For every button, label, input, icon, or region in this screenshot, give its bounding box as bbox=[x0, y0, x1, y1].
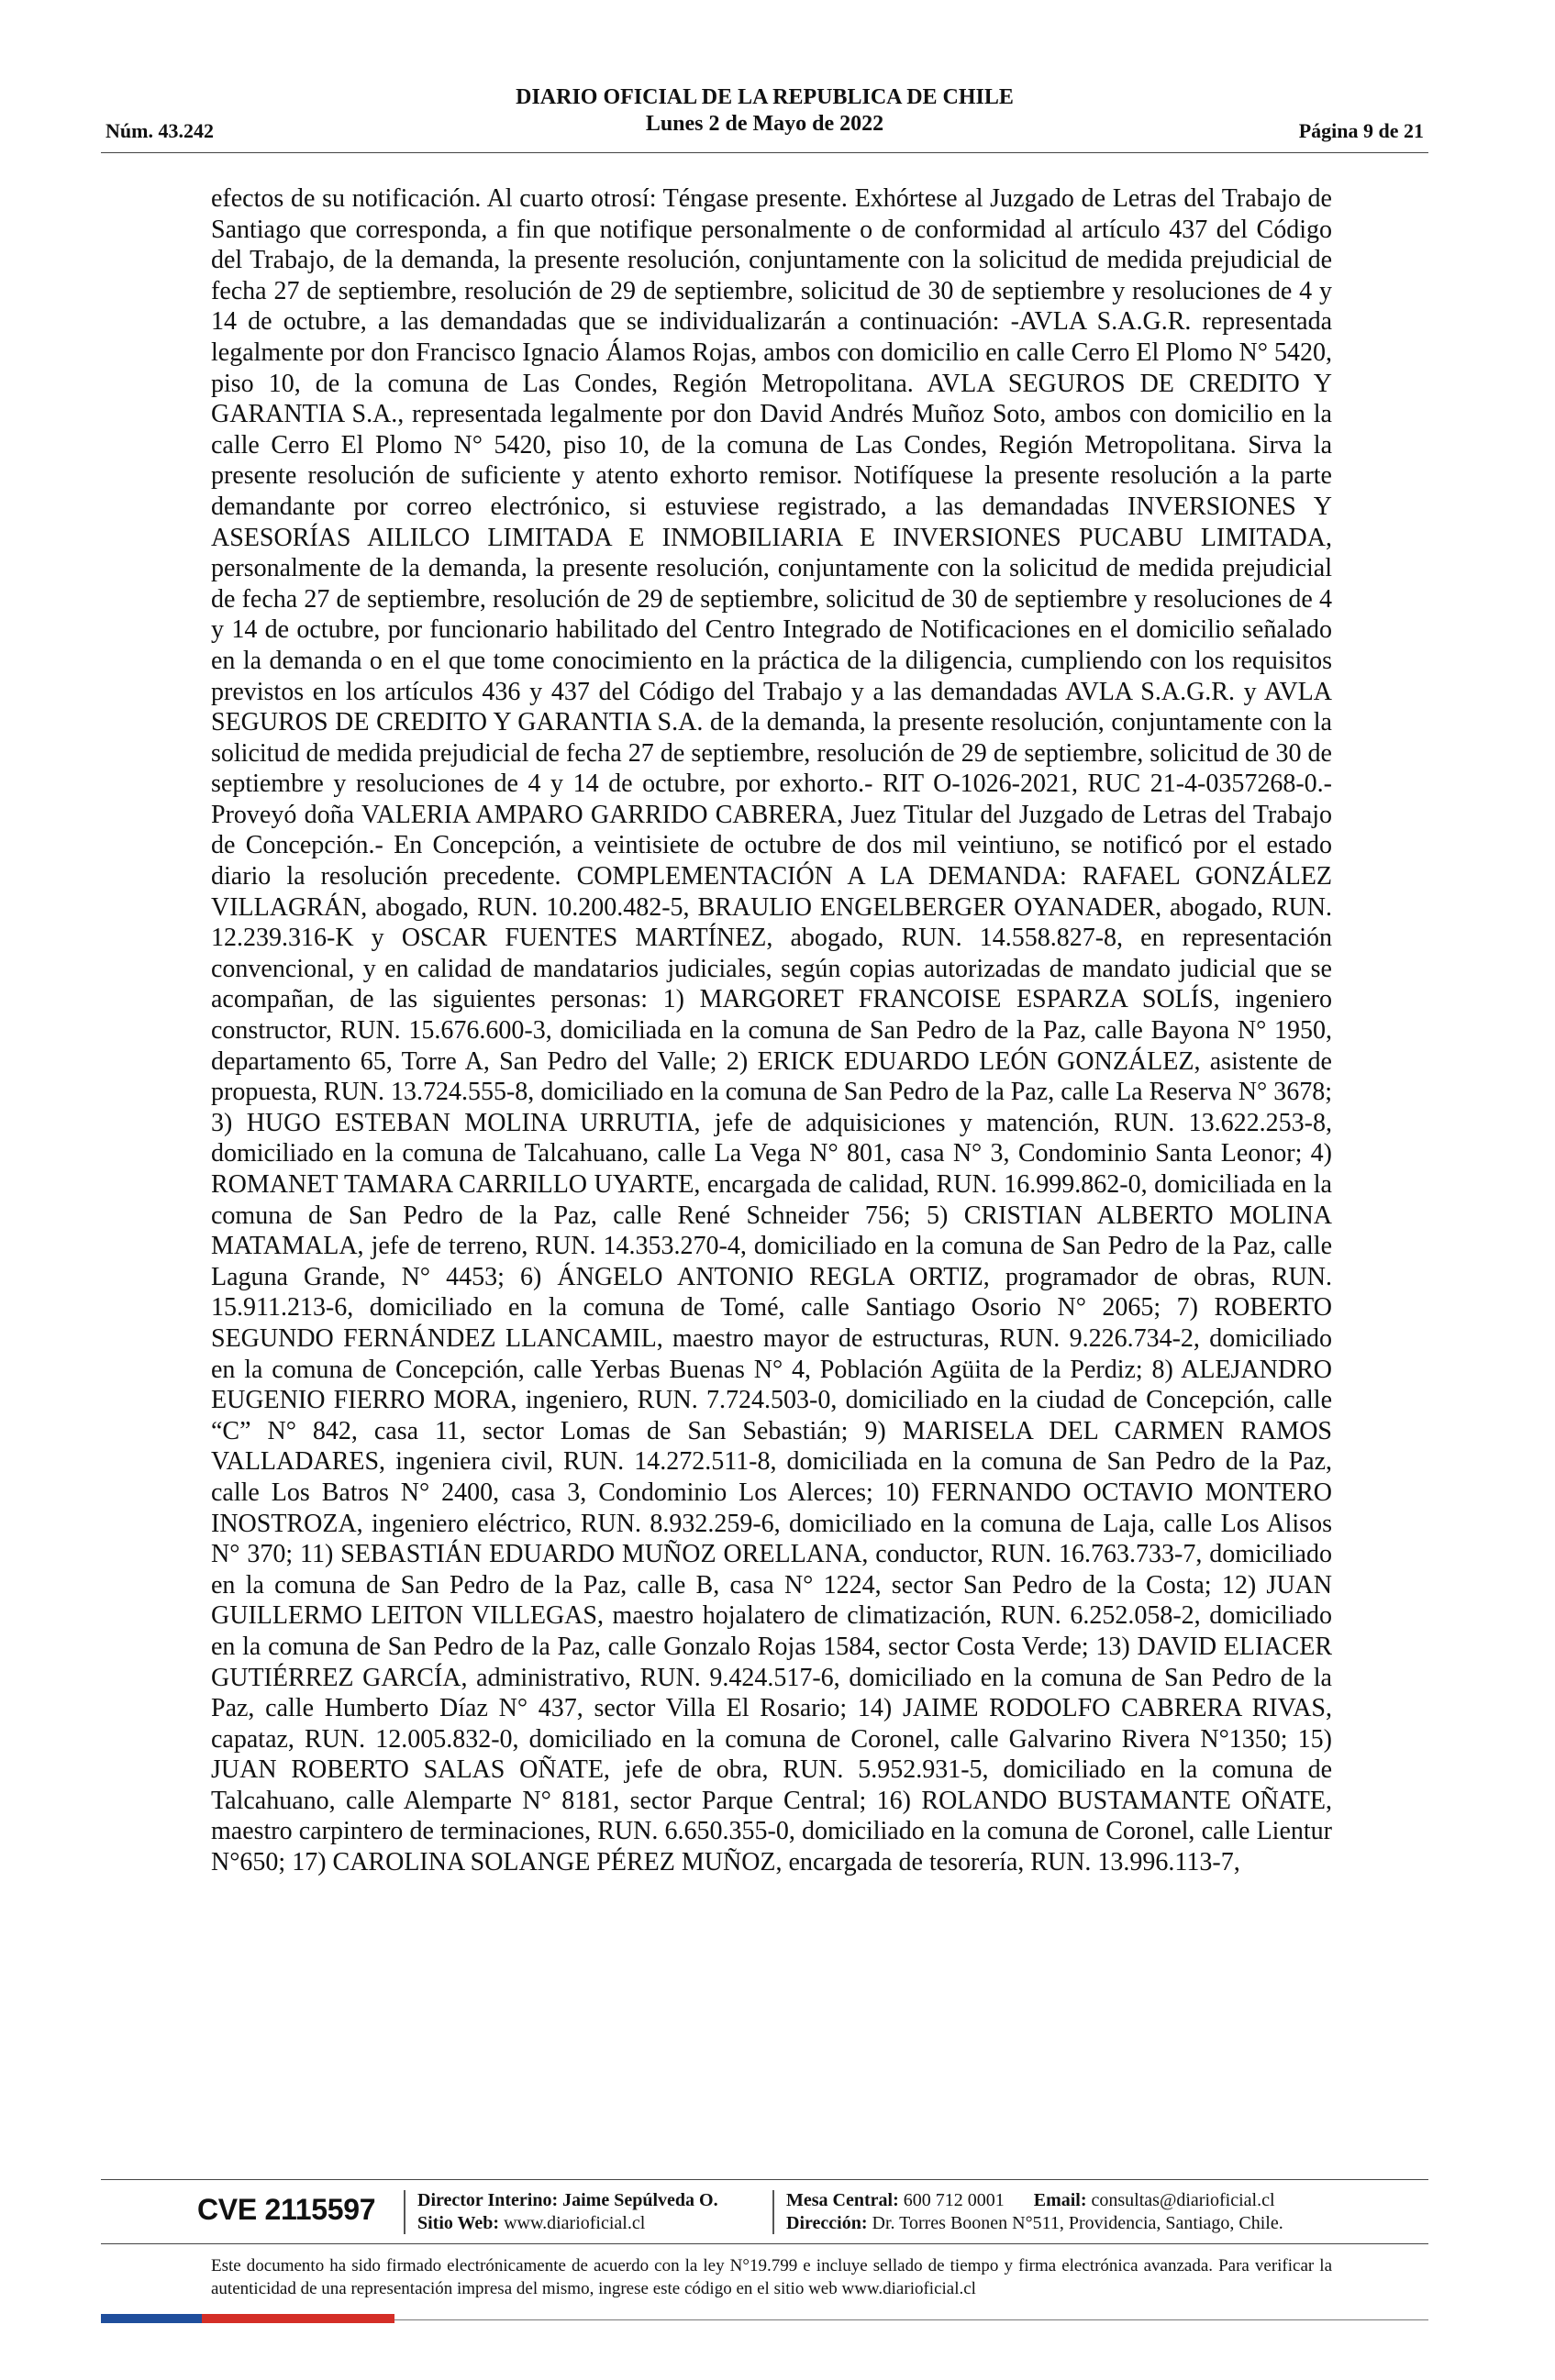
cve-code-block bbox=[197, 2187, 375, 2231]
website-link[interactable]: www.diarioficial.cl bbox=[504, 2213, 646, 2233]
page-header bbox=[106, 84, 1424, 149]
page-number: Página 9 de 21 bbox=[1298, 119, 1424, 142]
footer-separator bbox=[404, 2190, 405, 2234]
legal-notice: Este documento ha sido firmado electrónicamente de acuerdo con la ley N°19.799 e incluye sellado de tiempo y firma electrónica avanzada. Para verificar la autenticidad de una representación impresa del mismo, ingrese este código en el sitio web www.diarioficial.cl bbox=[211, 2256, 1332, 2298]
footer-divider-middle bbox=[101, 2243, 1428, 2244]
director-line bbox=[417, 2189, 718, 2212]
publication-title: DIARIO OFICIAL DE LA REPUBLICA DE CHILE bbox=[516, 85, 1014, 109]
issue-number: Núm. 43.242 bbox=[106, 119, 214, 142]
flag-red-segment bbox=[202, 2314, 394, 2323]
flag-blue-segment bbox=[101, 2314, 202, 2323]
body-paragraph: efectos de su notificación. Al cuarto otrosí: Téngase presente. Exhórtese al Juzgado de Letras del Trabajo de Santiago que corresponda, a fin que notifique personalmente o de conformidad al artículo 437 del Código del Trabajo, de la demanda, la presente resolución, conjuntamente con la solicitud de medida prejudicial de fecha 27 de septiembre, resolución de 29 de septiembre, solicitud de 30 de septiembre y resoluciones de 4 y 14 de octubre, a las demandadas que se individualizarán a continuación: -AVLA S.A.G.R. representada legalmente por don Francisco Ignacio Álamos Rojas, ambos con domicilio en calle Cerro El Plomo N° 5420, piso 10, de la comuna de Las Condes, Región Metropolitana. AVLA SEGUROS DE CREDITO Y GARANTIA S.A., representada legalmente por don David Andrés Muñoz Soto, ambos con domicilio en la calle Cerro El Plomo N° 5420, piso 10, de la comuna de Las Condes, Región Metropolitana. Sirva la presente resolución de suficiente y atento exhorto remisor. Notifíquese la presente resolución a la parte demandante por correo electrónico, si estuviese registrado, a las demandadas INVERSIONES Y ASESORÍAS AILILCO LIMITADA E INMOBILIARIA E INVERSIONES PUCABU LIMITADA, personalmente de la demanda, la presente resolución, conjuntamente con la solicitud de medida prejudicial de fecha 27 de septiembre, resolución de 29 de septiembre, solicitud de 30 de septiembre y resoluciones de 4 y 14 de octubre, por funcionario habilitado del Centro Integrado de Notificaciones en el domicilio señalado en la demanda o en el que tome conocimiento en la práctica de la diligencia, cumpliendo con los requisitos previstos en los artículos 436 y 437 del Código del Trabajo y a las demandadas AVLA S.A.G.R. y AVLA SEGUROS DE CREDITO Y GARANTIA S.A. de la demanda, la presente resolución, conjuntamente con la solicitud de medida prejudicial de fecha 27 de septiembre, resolución de 29 de septiembre, solicitud de 30 de septiembre y resoluciones de 4 y 14 de octubre, por exhorto.- RIT O-1026-2021, RUC 21-4-0357268-0.- Proveyó doña VALERIA AMPARO GARRIDO CABRERA, Juez Titular del Juzgado de Letras del Trabajo de Concepción.- En Concepción, a veintisiete de octubre de dos mil veintiuno, se notificó por el estado diario la resolución precedente. COMPLEMENTACIÓN A LA DEMANDA: RAFAEL GONZÁLEZ VILLAGRÁN, abogado, RUN. 10.200.482-5, BRAULIO ENGELBERGER OYANADER, abogado, RUN. 12.239.316-K y OSCAR FUENTES MARTÍNEZ, abogado, RUN. 14.558.827-8, en representación convencional, y en calidad de mandatarios judiciales, según copias autorizadas de mandato judicial que se acompañan, de las siguientes personas: 1) MARGORET FRANCOISE ESPARZA SOLÍS, ingeniero constructor, RUN. 15.676.600-3, domiciliada en la comuna de San Pedro de la Paz, calle Bayona N° 1950, departamento 65, Torre A, San Pedro del Valle; 2) ERICK EDUARDO LEÓN GONZÁLEZ, asistente de propuesta, RUN. 13.724.555-8, domiciliado en la comuna de San Pedro de la Paz, calle La Reserva N° 3678; 3) HUGO ESTEBAN MOLINA URRUTIA, jefe de adquisiciones y matención, RUN. 13.622.253-8, domiciliado en la comuna de Talcahuano, calle La Vega N° 801, casa N° 3, Condominio Santa Leonor; 4) ROMANET TAMARA CARRILLO UYARTE, encargada de calidad, RUN. 16.999.862-0, domiciliada en la comuna de San Pedro de la Paz, calle René Schneider 756; 5) CRISTIAN ALBERTO MOLINA MATAMALA, jefe de terreno, RUN. 14.353.270-4, domiciliado en la comuna de San Pedro de la Paz, calle Laguna Grande, N° 4453; 6) ÁNGELO ANTONIO REGLA ORTIZ, programador de obras, RUN. 15.911.213-6, domiciliado en la comuna de Tomé, calle Santiago Osorio N° 2065; 7) ROBERTO SEGUNDO FERNÁNDEZ LLANCAMIL, maestro mayor de estructuras, RUN. 9.226.734-2, domiciliado en la comuna de Concepción, calle Yerbas Buenas N° 4, Población Agüita de la Perdiz; 8) ALEJANDRO EUGENIO FIERRO MORA, ingeniero, RUN. 7.724.503-0, domiciliado en la ciudad de Concepción, calle “C” N° 842, casa 11, sector Lomas de San Sebastián; 9) MARISELA DEL CARMEN RAMOS VALLADARES, ingeniera civil, RUN. 14.272.511-8, domiciliada en la comuna de San Pedro de la Paz, calle Los Batros N° 2400, casa 3, Condominio Los Alerces; 10) FERNANDO OCTAVIO MONTERO INOSTROZA, ingeniero eléctrico, RUN. 8.932.259-6, domiciliado en la comuna de Laja, calle Los Alisos N° 370; 11) SEBASTIÁN EDUARDO MUÑOZ ORELLANA, conductor, RUN. 16.763.733-7, domiciliado en la comuna de San Pedro de la Paz, calle B, casa N° 1224, sector San Pedro de la Costa; 12) JUAN GUILLERMO LEITON VILLEGAS, maestro hojalatero de climatización, RUN. 6.252.058-2, domiciliado en la comuna de San Pedro de la Paz, calle Gonzalo Rojas 1584, sector Costa Verde; 13) DAVID ELIACER GUTIÉRREZ GARCÍA, administrativo, RUN. 9.424.517-6, domiciliado en la comuna de San Pedro de la Paz, calle Humberto Díaz N° 437, sector Villa El Rosario; 14) JAIME RODOLFO CABRERA RIVAS, capataz, RUN. 12.005.832-0, domiciliado en la comuna de Coronel, calle Galvarino Rivera N°1350; 15) JUAN ROBERTO SALAS OÑATE, jefe de obra, RUN. 5.952.931-5, domiciliado en la comuna de Talcahuano, calle Alemparte N° 8181, sector Parque Central; 16) ROLANDO BUSTAMANTE OÑATE, maestro carpintero de terminaciones, RUN. 6.650.355-0, domiciliado en la comuna de Coronel, calle Lientur N°650; 17) CAROLINA SOLANGE PÉREZ MUÑOZ, encargada de tesorería, RUN. 13.996.113-7, bbox=[211, 184, 1332, 1877]
address-line bbox=[786, 2212, 1283, 2235]
website-line bbox=[417, 2212, 718, 2235]
director-name: Jaime Sepúlveda O. bbox=[562, 2190, 718, 2210]
contact-line bbox=[786, 2189, 1283, 2212]
address-label: Dirección: bbox=[786, 2213, 868, 2233]
footer-separator bbox=[772, 2190, 774, 2234]
header-divider bbox=[101, 152, 1428, 153]
footer-divider-top bbox=[101, 2179, 1428, 2180]
email-link[interactable]: consultas@diarioficial.cl bbox=[1091, 2190, 1275, 2210]
publication-date: Lunes 2 de Mayo de 2022 bbox=[645, 112, 884, 136]
chile-flag-stripe bbox=[101, 2314, 394, 2323]
document-body bbox=[211, 183, 1332, 2113]
footer-divider-bottom bbox=[394, 2319, 1428, 2320]
footer-director-column bbox=[417, 2189, 718, 2235]
address-text: Dr. Torres Boonen N°511, Providencia, Santiago, Chile. bbox=[872, 2213, 1283, 2233]
cve-code: CVE 2115597 bbox=[197, 2192, 376, 2226]
email-label: Email: bbox=[1033, 2190, 1087, 2210]
phone-label: Mesa Central: bbox=[786, 2190, 899, 2210]
phone-number: 600 712 0001 bbox=[903, 2190, 1005, 2210]
footer-contact-column bbox=[786, 2189, 1283, 2235]
director-label: Director Interino: bbox=[417, 2190, 559, 2210]
publication-block bbox=[106, 84, 1424, 138]
website-label: Sitio Web: bbox=[417, 2213, 500, 2233]
